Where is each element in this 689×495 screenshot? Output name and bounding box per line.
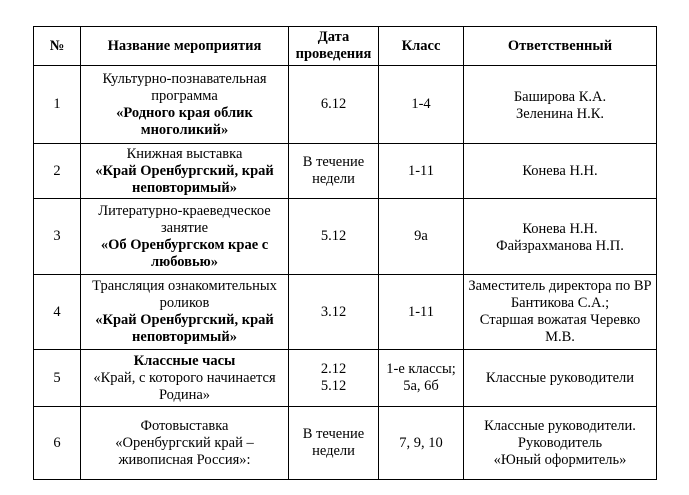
event-name [81,407,289,480]
header-responsible: Ответственный [464,27,657,66]
responsible-person: Конева Н.Н. [522,162,598,179]
event-name [81,275,289,350]
event-type: Культурно-познавательная программа [102,70,267,104]
header-event-name: Название мероприятия [81,27,289,66]
row-number: 2 [34,144,81,199]
responsible-person: Заместитель директора по ВР Бантикова С.А.; [468,278,652,311]
event-date [289,350,379,407]
row-number: 3 [34,199,81,275]
responsible-person: Зеленина Н.К. [515,106,605,122]
event-responsible [464,407,657,480]
event-date: 3.12 [289,275,379,350]
row-number: 5 [34,350,81,407]
event-title: «Об Оренбургском крае с любовью» [100,236,269,270]
event-class: 1-11 [379,144,464,199]
event-responsible [464,199,657,275]
event-date-item: 2.12 [320,361,347,377]
responsible-person: Файзрахманова Н.П. [496,238,624,254]
event-class: 9а [379,199,464,275]
event-responsible [464,144,657,199]
row-number: 4 [34,275,81,350]
event-type: Книжная выставка [126,145,243,162]
event-date-item: 5.12 [320,378,347,394]
event-title: «Родного края облик многоликий» [116,104,253,138]
event-type: Классные часы [133,352,236,369]
table-row [34,144,657,199]
event-date: В течение недели [289,407,379,480]
event-date: 6.12 [289,66,379,144]
responsible-person: Классные руководители. [484,417,636,434]
table-row [34,350,657,407]
event-name [81,199,289,275]
event-title: «Край Оренбургский, край неповторимый» [95,162,274,196]
event-class: 1-е классы; 5а, 6б [379,350,464,407]
event-title: «Край Оренбургский, край неповторимый» [95,312,274,345]
header-row [34,27,657,66]
table-row [34,66,657,144]
event-type: Фотовыставка [140,417,229,434]
event-class: 1-11 [379,275,464,350]
event-type: Трансляция ознакомительных роликов [92,278,277,311]
responsible-person: Старшая вожатая Черевко М.В. [479,312,641,345]
event-title: «Оренбургский край – живописная Россия»: [115,434,254,468]
header-date: Дата проведения [289,27,379,66]
event-name [81,66,289,144]
event-responsible [464,350,657,407]
event-date: 5.12 [289,199,379,275]
header-number: № [34,27,81,66]
events-table [33,26,657,480]
row-number: 6 [34,407,81,480]
event-class: 1-4 [379,66,464,144]
event-name [81,144,289,199]
responsible-person: Классные руководители [485,369,635,386]
event-date: В течение недели [289,144,379,199]
event-type: Литературно-краеведческое занятие [98,202,271,236]
table-row [34,407,657,480]
header-class: Класс [379,27,464,66]
responsible-person: Руководитель [517,434,603,451]
table-row [34,275,657,350]
responsible-person: Баширова К.А. [513,89,607,105]
table-row [34,199,657,275]
event-responsible [464,275,657,350]
event-responsible [464,66,657,144]
responsible-person: «Юный оформитель» [493,451,627,468]
event-class: 7, 9, 10 [379,407,464,480]
event-name [81,350,289,407]
row-number: 1 [34,66,81,144]
responsible-person: Конева Н.Н. [522,221,598,237]
event-title: «Край, с которого начинается Родина» [93,369,276,403]
